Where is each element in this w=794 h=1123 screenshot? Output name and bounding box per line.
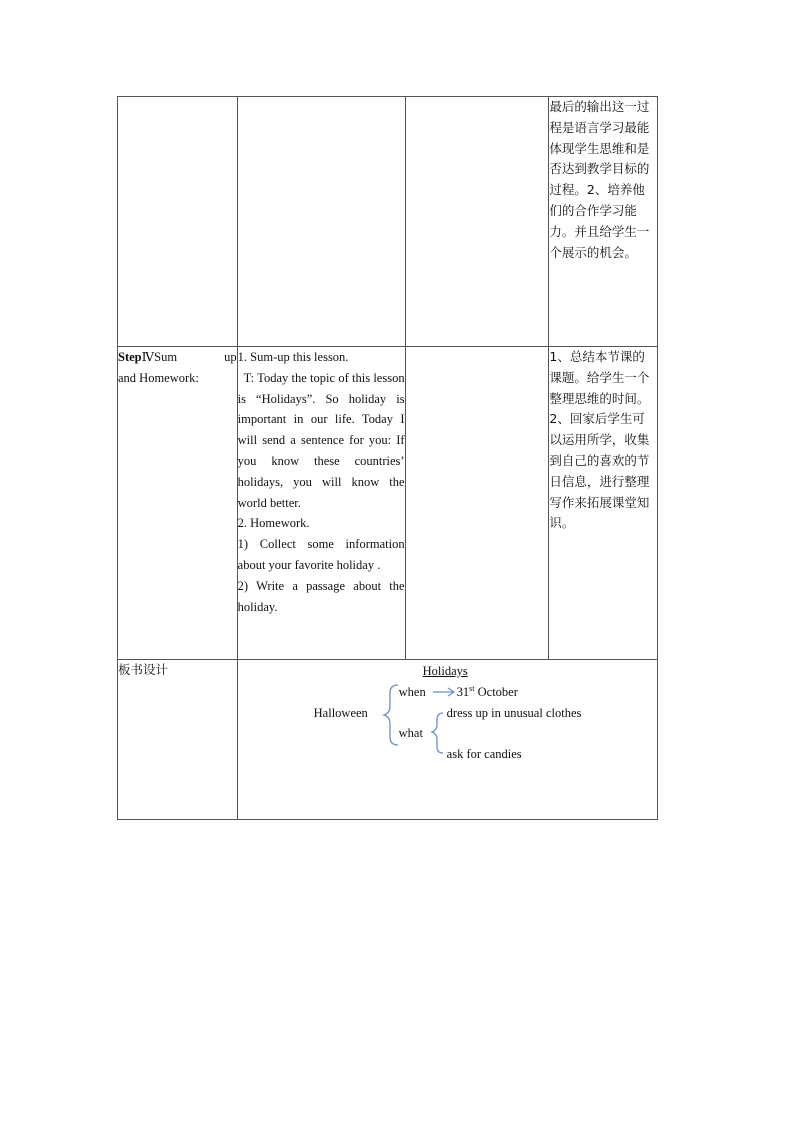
table-row [118,347,658,660]
board-topic: Halloween [313,706,368,720]
cell-activity-empty [405,347,549,660]
what-item-2: ask for candies [446,747,522,761]
cell-board-label [118,660,238,820]
board-label: 板书设计 [118,662,169,677]
step-bold: Step [118,350,142,364]
when-label: when [398,685,426,699]
left-brace-shape [384,685,398,745]
lesson-plan-table [117,96,658,820]
content-paragraph: T: Today the topic of this lesson is “Holidays”. So holiday is important in our life. Today I will send a sentence for you: If you know these countries’ holidays, you will know the world better. [237,370,405,510]
table-row [118,660,658,820]
what-label: what [398,726,423,740]
date-number: 31 [456,685,470,699]
cell-content-empty [237,97,405,347]
step-roman: Ⅳ [141,350,155,364]
content-paragraph: 1) Collect some information about your favorite holiday . [237,537,405,572]
purpose-point-2: 2、回家后学生可以运用所学，收集到自己的喜欢的节日信息，进行整理写作来拓展课堂知识。 [549,411,650,531]
cell-step [118,347,238,660]
board-title: Holidays [422,664,468,678]
content-line: 2. Homework. [237,516,310,531]
purpose-text: 最后的输出这一过程是语言学习最能体现学生思维和是否达到教学目标的过程。2、培养他们的合作学习能力。并且给学生一个展示的机会。 [549,99,650,260]
step-title-a: Sum [154,350,178,364]
cell-content [237,347,405,660]
table-row [118,97,658,347]
date-text [457,684,518,700]
board-design [238,660,657,818]
step-title-b: up [224,350,237,364]
step-title-line2: and Homework: [118,370,199,385]
date-month: October [477,685,518,699]
right-brace-shape [432,713,443,753]
content-line: 1. Sum-up this lesson. [237,350,349,364]
purpose-point-1: 1、总结本节课的课题。给学生一个整理思维的时间。 [549,349,650,406]
what-item-1: dress up in unusual clothes [446,706,582,720]
step-heading [118,347,237,368]
date-suffix: st [469,684,475,693]
cell-board-design [237,660,657,820]
cell-purpose [549,347,658,660]
cell-purpose [549,97,658,347]
cell-activity-empty [405,97,549,347]
cell-step-empty [118,97,238,347]
content-paragraph: 2) Write a passage about the holiday. [237,578,405,614]
